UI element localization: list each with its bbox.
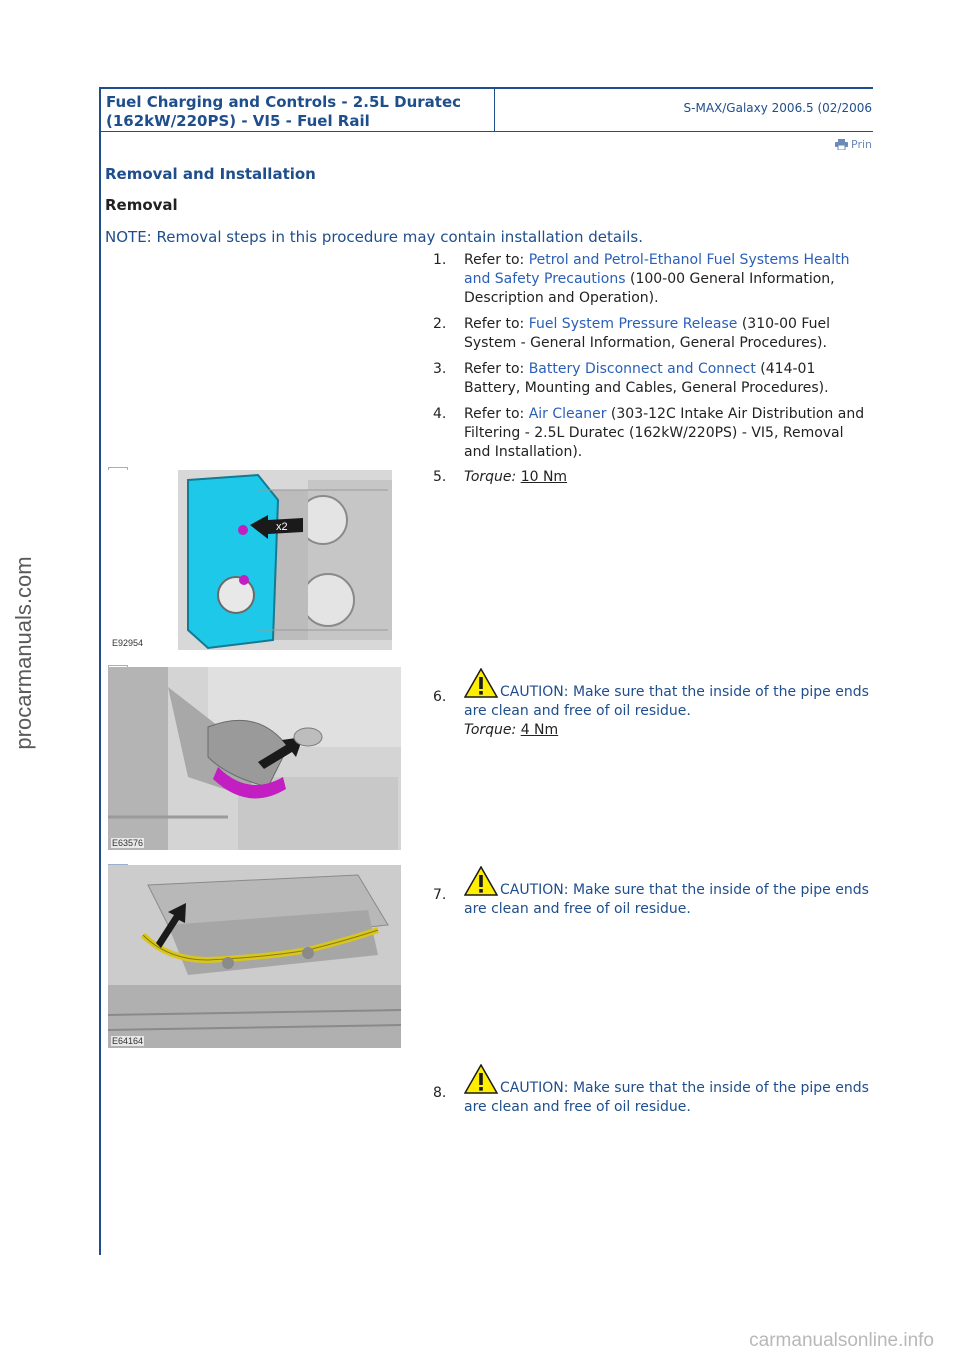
refer-to-text: Refer to: (464, 252, 529, 268)
refer-to-text: Refer to: (464, 361, 529, 377)
caution-text: CAUTION: Make sure that the inside of the pipe ends are clean and free of oil residue. (464, 684, 869, 719)
printer-icon (835, 139, 848, 150)
print-link[interactable] (835, 138, 873, 151)
torque-value[interactable]: 10 Nm (520, 469, 568, 485)
step-number: 4. (433, 406, 447, 422)
step-number: 6. (433, 689, 447, 705)
vehicle-model: S-MAX/Galaxy 2006.5 (02/2006 (683, 101, 872, 115)
refer-to-text: Refer to: (464, 406, 529, 422)
step-body (464, 468, 873, 487)
step-link[interactable]: Fuel System Pressure Release (528, 316, 738, 332)
step-1 (433, 251, 873, 308)
step-2 (433, 315, 873, 353)
caution-text: CAUTION: Make sure that the inside of the pipe ends are clean and free of oil residue. (464, 882, 869, 917)
step-number: 8. (433, 1085, 447, 1101)
frame-top-border (100, 87, 873, 89)
section-title: Removal and Installation (105, 165, 316, 183)
figure-label: E64164 (112, 1036, 144, 1046)
step-body (464, 405, 873, 462)
engine-cover-illustration (108, 470, 392, 650)
step-reference: (100-00 General Information, Description and Operation). (464, 271, 835, 306)
fuel-pipe-illustration (108, 865, 401, 1048)
step-body (464, 668, 873, 740)
step-reference: (310-00 Fuel System - General Information, General Procedures). (464, 316, 831, 351)
figure-e64164 (108, 865, 401, 1048)
step-body (464, 1064, 873, 1117)
step-3 (433, 360, 873, 398)
refer-to-text: Refer to: (464, 316, 529, 332)
document-title-line1: Fuel Charging and Controls - 2.5L Duratec (106, 93, 462, 111)
step-body (464, 315, 873, 353)
step-link[interactable]: Battery Disconnect and Connect (528, 361, 756, 377)
torque-value[interactable]: 4 Nm (520, 722, 559, 738)
caution-text: CAUTION: Make sure that the inside of the pipe ends are clean and free of oil residue. (464, 1080, 869, 1115)
step-number: 3. (433, 361, 447, 377)
torque-label: Torque: (464, 722, 517, 738)
figure-label: E92954 (112, 638, 144, 648)
torque-label: Torque: (464, 469, 517, 485)
side-watermark: procarmanuals.com (11, 556, 36, 750)
step-5 (433, 468, 873, 487)
step-number: 7. (433, 887, 447, 903)
step-reference: (303-12C Intake Air Distribution and Filtering - 2.5L Duratec (162kW/220PS) - VI5, Removal and Installation). (464, 406, 865, 460)
figure-callout: x2 (276, 521, 288, 533)
step-7 (433, 866, 873, 919)
step-number: 1. (433, 252, 447, 268)
document-title (106, 93, 491, 131)
warning-triangle-icon (464, 1064, 498, 1094)
step-8 (433, 1064, 873, 1117)
warning-triangle-icon (464, 668, 498, 698)
step-link[interactable]: Petrol and Petrol-Ethanol Fuel Systems Health and Safety Precautions (464, 252, 850, 287)
print-label: Prin (851, 138, 872, 151)
subsection-title: Removal (105, 196, 178, 214)
figure-label: E63576 (112, 838, 144, 848)
step-body (464, 360, 873, 398)
header-bottom-border (100, 131, 873, 132)
step-reference: (414-01 Battery, Mounting and Cables, General Procedures). (464, 361, 829, 396)
step-link[interactable]: Air Cleaner (528, 406, 607, 422)
figure-e92954 (108, 470, 392, 650)
pipe-connection-illustration (108, 667, 401, 850)
step-body (464, 251, 873, 308)
bottom-watermark-text: carmanualsonline.info (749, 1330, 934, 1351)
step-6 (433, 668, 873, 740)
step-number: 5. (433, 469, 447, 485)
document-title-line2: (162kW/220PS) - VI5 - Fuel Rail (106, 112, 370, 130)
step-4 (433, 405, 873, 462)
step-number: 2. (433, 316, 447, 332)
frame-left-border (99, 87, 101, 1255)
bottom-watermark (0, 1330, 960, 1352)
step-body (464, 866, 873, 919)
note-text: NOTE: Removal steps in this procedure may contain installation details. (105, 228, 643, 246)
warning-triangle-icon (464, 866, 498, 896)
figure-e63576 (108, 667, 401, 850)
